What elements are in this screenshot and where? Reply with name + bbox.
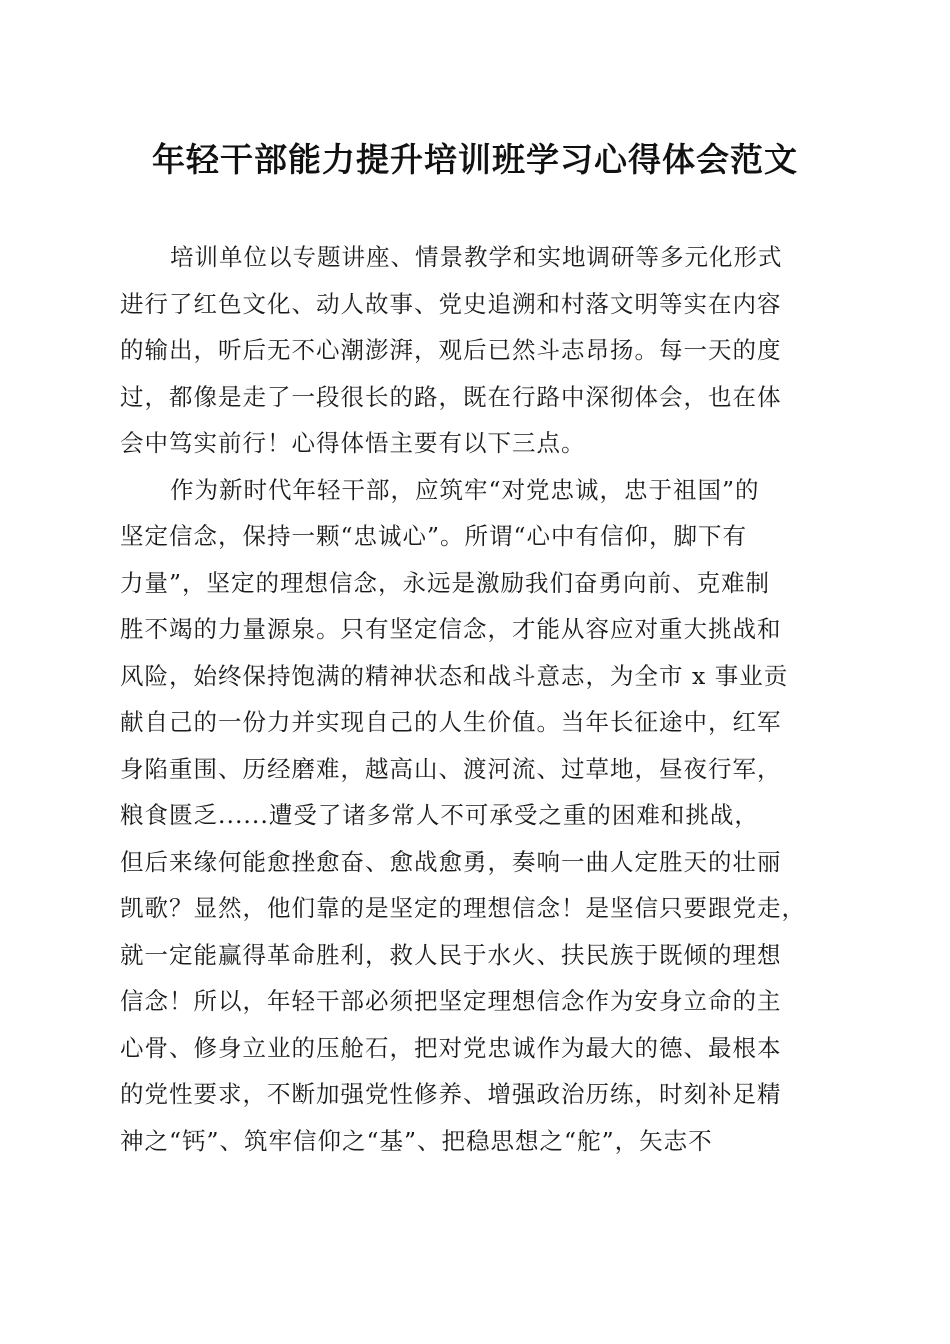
paragraph-1-line-3: 的输出，听后无不心潮澎湃，观后已然斗志昂扬。每一天的度 xyxy=(120,336,782,364)
paragraph-2-line-11: 就一定能赢得革命胜利，救人民于水火、扶民族于既倾的理想 xyxy=(120,940,782,969)
document-title: 年轻干部能力提升培训班学习心得体会范文 xyxy=(152,140,798,179)
paragraph-1-line-1: 培训单位以专题讲座、情景教学和实地调研等多元化形式 xyxy=(170,243,783,271)
paragraph-2-line-6: 献自己的一份力并实现自己的人生价值。当年长征途中，红军 xyxy=(120,708,782,736)
paragraph-2-line-7: 身陷重围、历经磨难，越高山、渡河流、过草地，昼夜行军， xyxy=(120,754,782,783)
paragraph-2-line-14: 的党性要求，不断加强党性修养、增强政治历练，时刻补足精 xyxy=(120,1080,782,1108)
paragraph-2-line-1: 作为新时代年轻干部，应筑牢“对党忠诚，忠于祖国”的 xyxy=(170,475,760,504)
paragraph-1-line-2: 进行了红色文化、动人故事、党史追溯和村落文明等实在内容 xyxy=(120,289,782,318)
paragraph-2-line-8: 粮食匮乏......遭受了诸多常人不可承受之重的困难和挑战， xyxy=(120,801,759,829)
document-body xyxy=(120,234,832,1164)
paragraph-2-line-2: 坚定信念，保持一颗“忠诚心”。所谓“心中有信仰，脚下有 xyxy=(120,522,748,550)
paragraph-2-line-15: 神之“钙”、筑牢信仰之“基”、把稳思想之“舵”，矢志不 xyxy=(120,1126,713,1155)
paragraph-2-line-5: 风险，始终保持饱满的精神状态和战斗意志，为全市 x 事业贡 xyxy=(120,661,789,690)
paragraph-2-line-10: 凯歌？显然，他们靠的是坚定的理想信念！是坚信只要跟党走， xyxy=(120,894,806,922)
paragraph-2-line-12: 信念！所以，年轻干部必须把坚定理想信念作为安身立命的主 xyxy=(120,987,782,1015)
paragraph-2-line-3: 力量”，坚定的理想信念，永远是激励我们奋勇向前、克难制 xyxy=(120,568,771,597)
paragraph-1-line-4: 过，都像是走了一段很长的路，既在行路中深彻体会，也在体 xyxy=(120,382,782,411)
paragraph-1-line-5: 会中笃实前行！心得体悟主要有以下三点。 xyxy=(120,429,586,457)
paragraph-2-line-9: 但后来缘何能愈挫愈奋、愈战愈勇，奏响一曲人定胜天的壮丽 xyxy=(120,847,782,876)
paragraph-2-line-13: 心骨、修身立业的压舱石，把对党忠诚作为最大的德、最根本 xyxy=(120,1033,782,1062)
paragraph-2-line-4: 胜不竭的力量源泉。只有坚定信念，才能从容应对重大挑战和 xyxy=(120,615,782,643)
